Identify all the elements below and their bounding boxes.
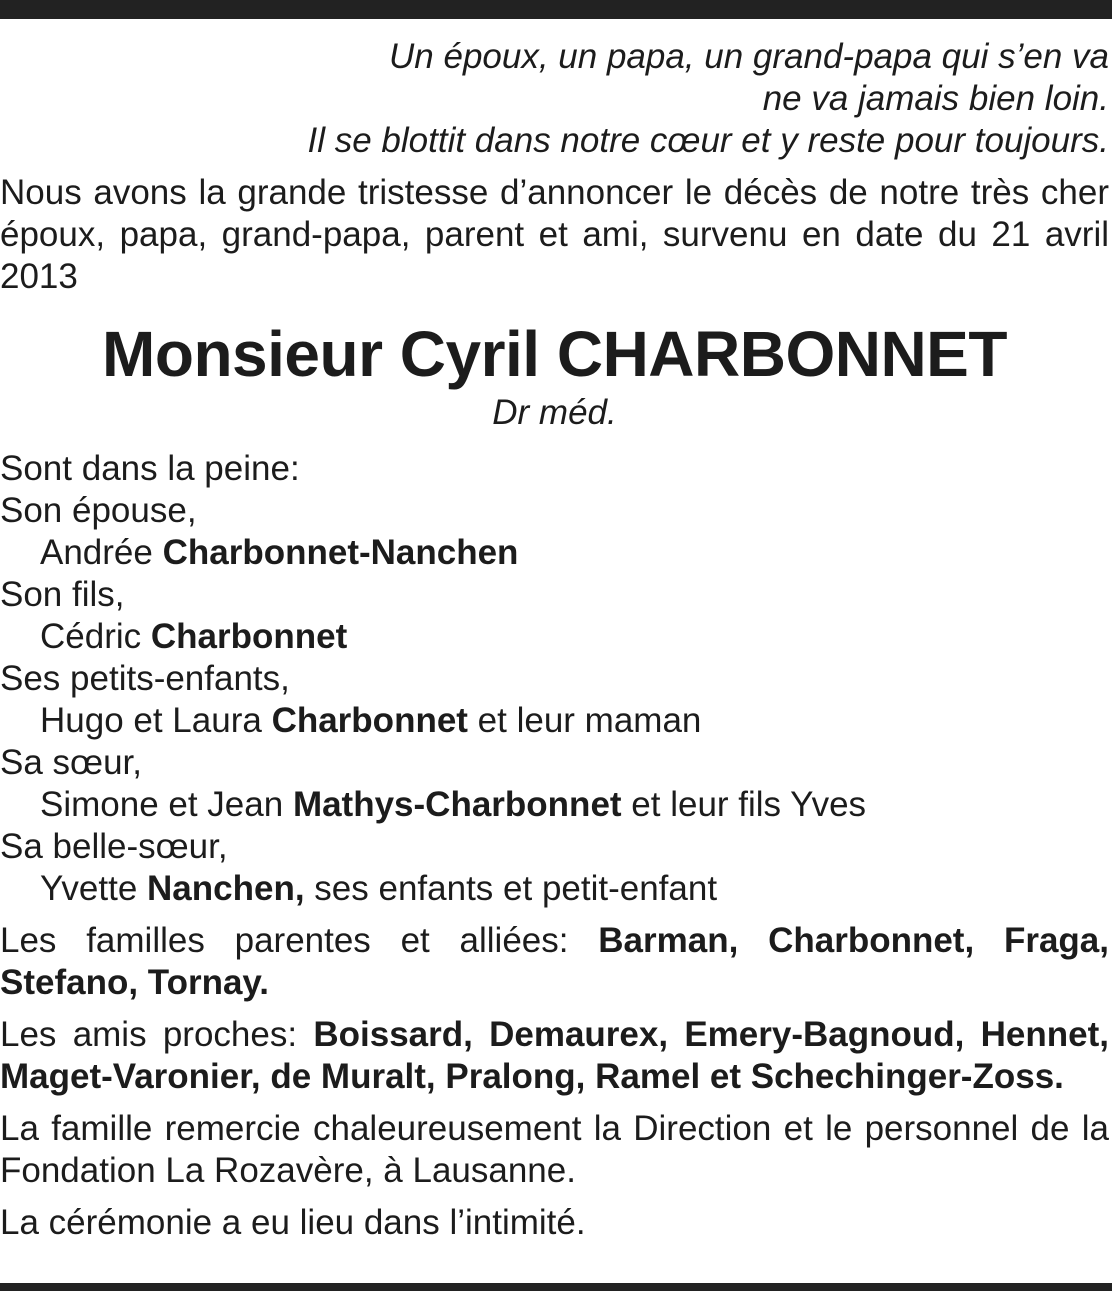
epigraph-line: Il se blottit dans notre cœur et y reste pour toujours. — [307, 121, 1109, 160]
friends-label: Les amis proches: — [0, 1015, 314, 1054]
mourner-surname: Nanchen, — [147, 869, 305, 908]
mourner-surname: Charbonnet — [150, 617, 348, 656]
relation-label: Ses petits-enfants, — [0, 659, 290, 698]
mourner-prefix: Simone et Jean — [40, 785, 293, 824]
mourner-prefix: Hugo et Laura — [40, 701, 272, 740]
mourner-entry — [0, 616, 1109, 658]
mourner-entry — [0, 868, 1109, 910]
deceased-title: Dr méd. — [492, 393, 617, 432]
epigraph-line: ne va jamais bien loin. — [762, 79, 1109, 118]
relation-label: Sa sœur, — [0, 743, 142, 782]
families-paragraph — [0, 920, 1109, 1004]
mourner-suffix: et leur fils Yves — [621, 785, 867, 824]
friends-paragraph — [0, 1014, 1109, 1098]
relation-label: Sa belle-sœur, — [0, 827, 228, 866]
mourners-list — [0, 448, 1109, 910]
epigraph — [0, 36, 1109, 162]
mourner-surname: Charbonnet — [271, 701, 468, 740]
mourner-prefix: Andrée — [40, 533, 163, 572]
mourner-suffix: ses enfants et petit-enfant — [304, 869, 718, 908]
ceremony-paragraph: La cérémonie a eu lieu dans l’intimité. — [0, 1203, 586, 1242]
mourner-prefix: Yvette — [40, 869, 148, 908]
mourner-prefix: Cédric — [40, 617, 151, 656]
announcement-text: Nous avons la grande tristesse d’annoncer le décès de notre très cher époux, papa, grand-papa, parent et ami, survenu en date du 21 avril 2013 — [0, 173, 1109, 296]
obituary-notice — [0, 36, 1109, 1244]
mourner-surname: Charbonnet-Nanchen — [162, 533, 519, 572]
epigraph-line: Un époux, un papa, un grand-papa qui s’en va — [389, 37, 1109, 76]
mourner-entry — [0, 784, 1109, 826]
top-rule — [0, 0, 1112, 19]
bottom-rule — [0, 1283, 1112, 1291]
families-label: Les familles parentes et alliées: — [0, 921, 599, 960]
friends-names: Boissard, Demaurex, Emery-Bagnoud, Hennet, Maget-Varonier, de Muralt, Pralong, Ramel et Schechinger-Zoss. — [0, 1015, 1109, 1096]
mourners-intro: Sont dans la peine: — [0, 449, 300, 488]
relation-label: Son épouse, — [0, 491, 197, 530]
families-names: Barman, Charbonnet, Fraga, Stefano, Tornay. — [0, 921, 1109, 1002]
relation-label: Son fils, — [0, 575, 125, 614]
mourner-entry — [0, 700, 1109, 742]
mourner-entry — [0, 532, 1109, 574]
deceased-name: Monsieur Cyril CHARBONNET — [102, 318, 1007, 390]
mourner-surname: Mathys-Charbonnet — [292, 785, 622, 824]
mourner-suffix: et leur maman — [467, 701, 702, 740]
thanks-paragraph: La famille remercie chaleureusement la Direction et le personnel de la Fondation La Rozavère, à Lausanne. — [0, 1109, 1109, 1190]
